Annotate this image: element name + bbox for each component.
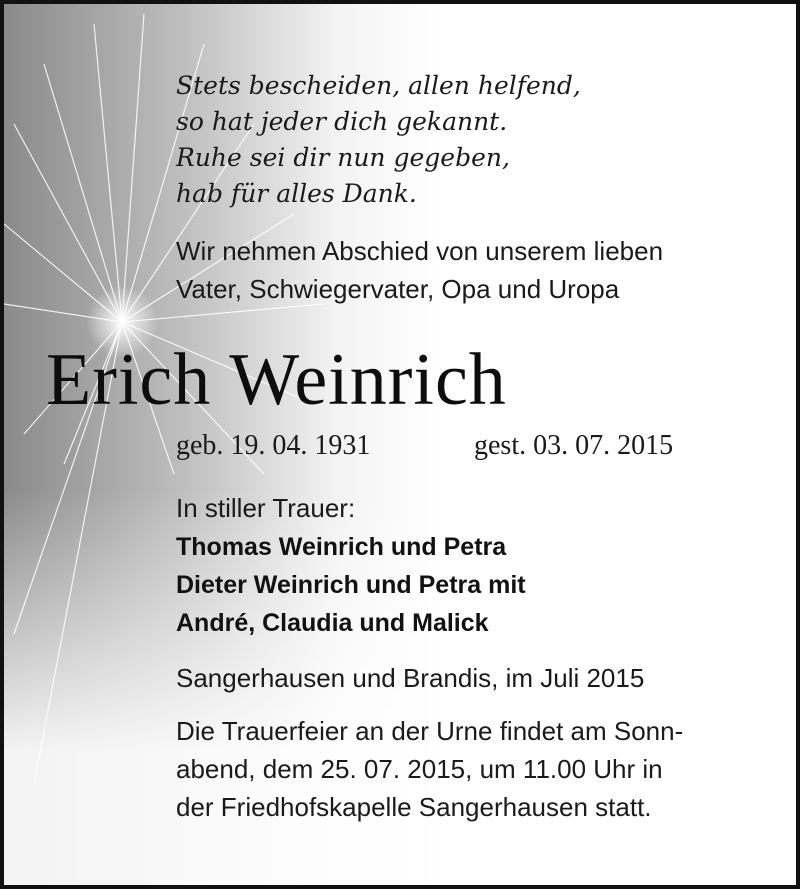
poem-line: so hat jeder dich gekannt. <box>176 107 508 136</box>
life-dates <box>176 426 674 466</box>
mourners-list <box>176 528 526 642</box>
deceased-name: Erich Weinrich <box>46 339 507 421</box>
intro-line: Wir nehmen Abschied von unserem lieben <box>176 236 664 266</box>
service-line: abend, dem 25. 07. 2015, um 11.00 Uhr in <box>176 754 663 784</box>
death-date: gest. 03. 07. 2015 <box>474 430 674 461</box>
mourner-line: Thomas Weinrich und Petra <box>176 533 507 561</box>
mourners-label: In stiller Trauer: <box>176 493 356 523</box>
farewell-intro <box>176 232 663 308</box>
funeral-service-note <box>176 712 683 826</box>
mourner-line: Dieter Weinrich und Petra mit <box>176 571 526 599</box>
poem-line: Ruhe sei dir nun gegeben, <box>176 143 510 172</box>
poem-line: Stets bescheiden, allen helfend, <box>176 71 581 100</box>
intro-line: Vater, Schwiegervater, Opa und Uropa <box>176 274 620 304</box>
mourner-line: André, Claudia und Malick <box>176 609 489 637</box>
poem-line: hab für alles Dank. <box>176 179 417 208</box>
service-line: der Friedhofskapelle Sangerhausen statt. <box>176 792 652 822</box>
birth-date: geb. 19. 04. 1931 <box>176 430 371 461</box>
place-date: Sangerhausen und Brandis, im Juli 2015 <box>176 663 645 693</box>
service-line: Die Trauerfeier an der Urne findet am Sonn- <box>176 716 684 746</box>
poem-verse <box>176 68 581 212</box>
